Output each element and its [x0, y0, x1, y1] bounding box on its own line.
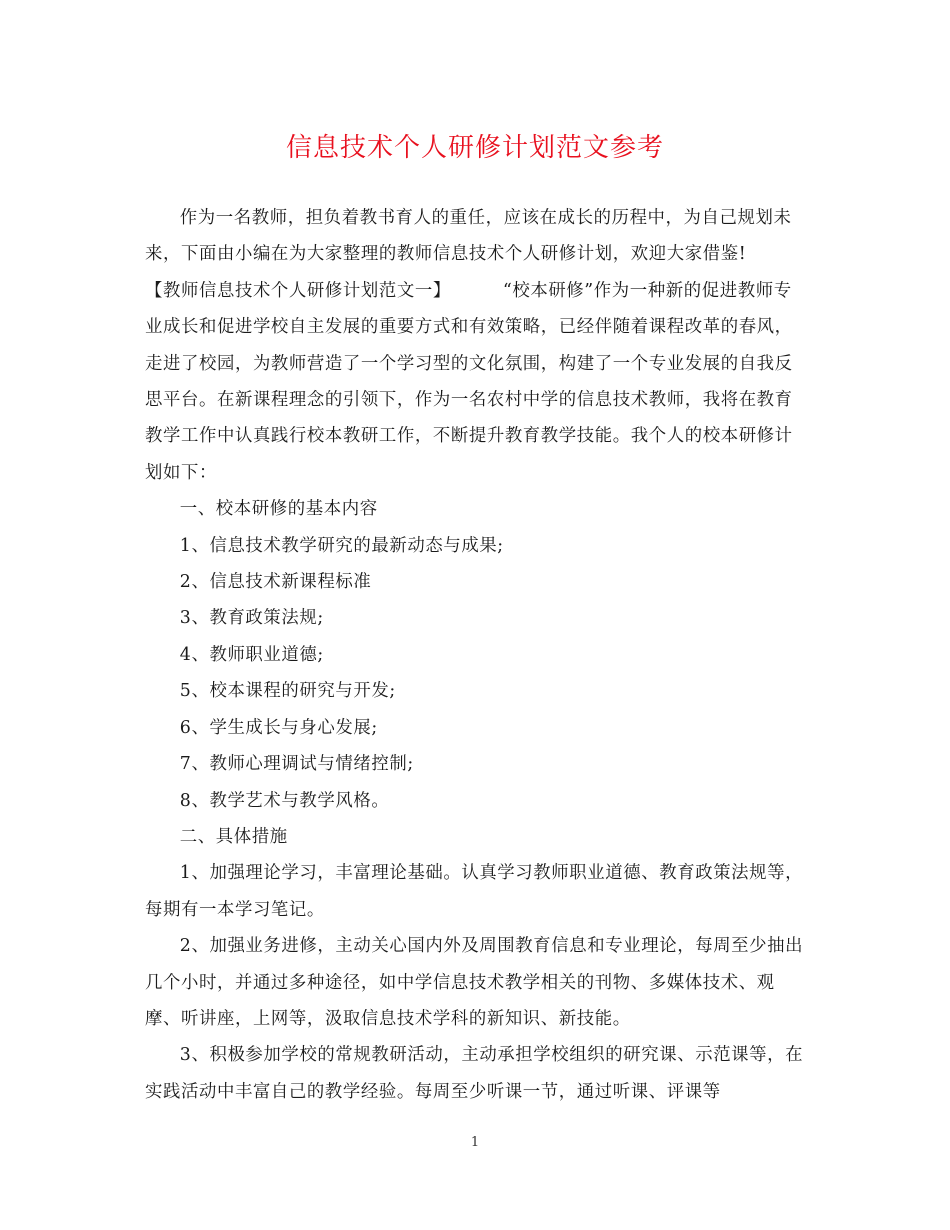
section-heading-2: 二、具体措施 [179, 826, 288, 847]
content-item: 7、教师心理调试与情绪控制; [179, 754, 414, 775]
content-item: 2、信息技术新课程标准 [179, 572, 372, 593]
content-item: 6、学生成长与身心发展; [179, 717, 378, 738]
content-item: 1、信息技术教学研究的最新动态与成果; [179, 535, 504, 556]
section-heading-1: 一、校本研修的基本内容 [179, 499, 378, 520]
section-paragraph [145, 273, 805, 491]
section-label: 【教师信息技术个人研修计划范文一】 [145, 280, 451, 301]
content-item: 4、教师职业道德; [179, 644, 324, 665]
document-body [145, 200, 805, 1110]
measure-paragraph: 2、加强业务进修，主动关心国内外及周围教育信息和专业理论，每周至少抽出几个小时，并通过多种途径，如中学信息技术教学相关的刊物、多媒体技术、观摩、听讲座，上网等，汲取信息技术学科的新知识、新技能。 [145, 936, 804, 1029]
section-text: “校本研修”作为一种新的促进教师专业成长和促进学校自主发展的重要方式和有效策略，已经伴随着课程改革的春风，走进了校园，为教师营造了一个学习型的文化氛围，构建了一个专业发展的自我反思平台。在新课程理念的引领下，作为一名农村中学的信息技术教师，我将在教育教学工作中认真践行校本教研工作，不断提升教育教学技能。我个人的校本研修计划如下： [145, 280, 793, 483]
page-title: 信息技术个人研修计划范文参考 [285, 133, 664, 163]
content-item: 8、教学艺术与教学风格。 [179, 790, 390, 811]
measure-paragraph: 3、积极参加学校的常规教研活动，主动承担学校组织的研究课、示范课等，在实践活动中丰富自己的教学经验。每周至少听课一节，通过听课、评课等 [145, 1045, 804, 1102]
page-number: 1 [470, 1135, 480, 1150]
intro-paragraph: 作为一名教师，担负着教书育人的重任，应该在成长的历程中，为自己规划未来，下面由小编在为大家整理的教师信息技术个人研修计划，欢迎大家借鉴! [145, 208, 792, 265]
content-item: 3、教育政策法规; [179, 608, 324, 629]
content-item: 5、校本课程的研究与开发; [179, 681, 396, 702]
measure-paragraph: 1、加强理论学习，丰富理论基础。认真学习教师职业道德、教育政策法规等，每期有一本学习笔记。 [145, 863, 804, 920]
